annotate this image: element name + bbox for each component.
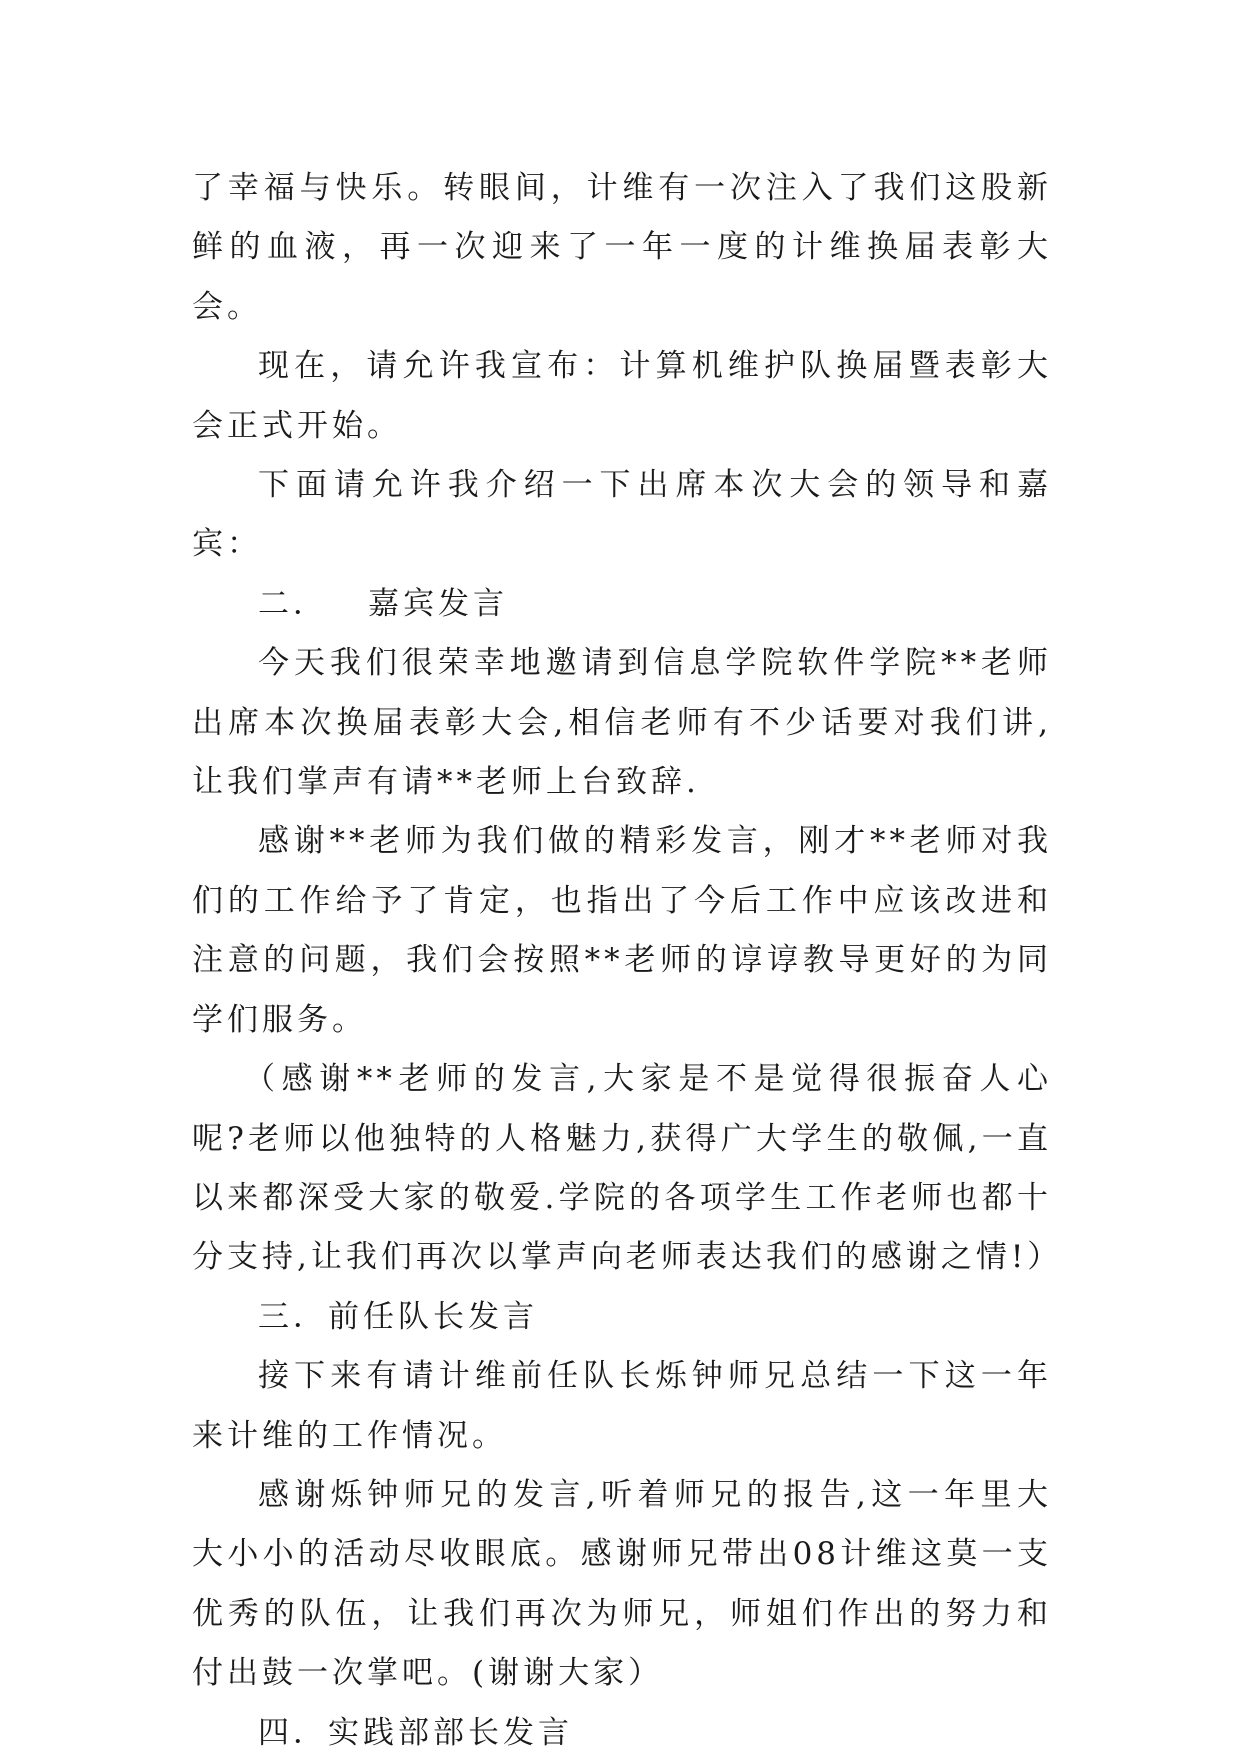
section-heading-former-captain: 三．前任队长发言 — [258, 1298, 538, 1335]
document-body — [192, 159, 1063, 1763]
section-number: 二． — [258, 585, 328, 622]
paragraph-thank-teacher: 感谢**老师为我们做的精彩发言，刚才**老师对我们的工作给予了肯定，也指出了今后工作中应该改进和注意的问题，我们会按照**老师的谆谆教导更好的为同学们服务。 — [192, 823, 1052, 1038]
paragraph-invite-teacher: 今天我们很荣幸地邀请到信息学院软件学院**老师出席本次换届表彰大会,相信老师有不少话要对我们讲,让我们掌声有请**老师上台致辞. — [192, 645, 1052, 801]
paragraph-announcement: 现在，请允许我宣布：计算机维护队换届暨表彰大会正式开始。 — [192, 348, 1052, 444]
paragraph-invite-captain: 接下来有请计维前任队长烁钟师兄总结一下这一年来计维的工作情况。 — [192, 1358, 1052, 1454]
section-heading-practice-minister: 四．实践部部长发言 — [258, 1714, 573, 1751]
section-title: 嘉宾发言 — [368, 585, 508, 622]
paragraph-parenthetical-thanks: （感谢**老师的发言,大家是不是觉得很振奋人心呢?老师以他独特的人格魅力,获得广大学生的敬佩,一直以来都深受大家的敬爱.学院的各项学生工作老师也都十分支持,让我们再次以掌声向老师表达我们的感谢之情!） — [192, 1061, 1063, 1276]
paragraph-thank-captain: 感谢烁钟师兄的发言,听着师兄的报告,这一年里大大小小的活动尽收眼底。感谢师兄带出08计维这莫一支优秀的队伍，让我们再次为师兄，师姐们作出的努力和付出鼓一次掌吧。(谢谢大家） — [192, 1476, 1052, 1692]
section-heading-guest-speech — [192, 575, 1052, 634]
paragraph-introduce-guests: 下面请允许我介绍一下出席本次大会的领导和嘉宾： — [192, 467, 1052, 563]
paragraph-continuation: 了幸福与快乐。转眼间，计维有一次注入了我们这股新鲜的血液，再一次迎来了一年一度的计维换届表彰大会。 — [192, 170, 1052, 325]
